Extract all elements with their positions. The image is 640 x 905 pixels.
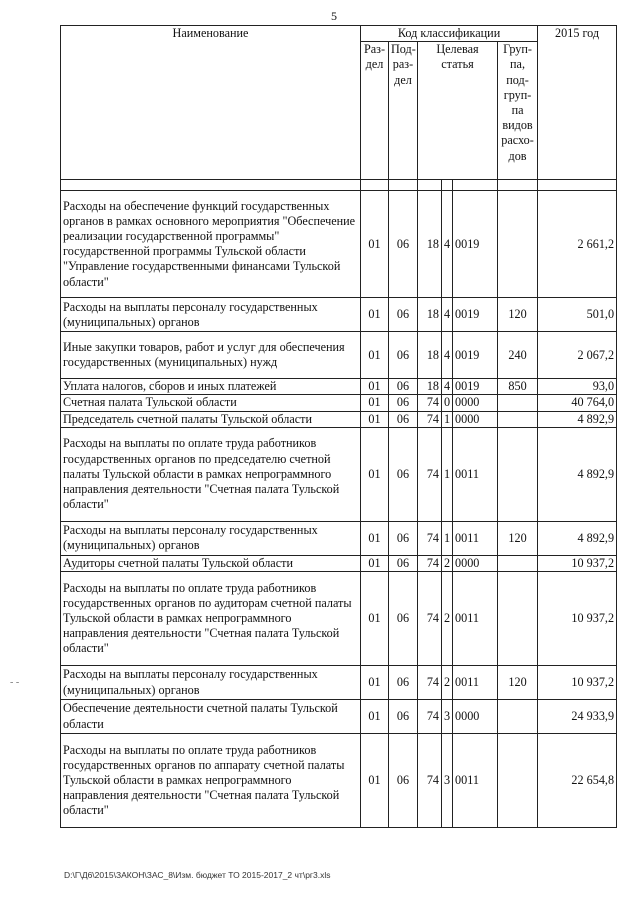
header-row-top (61, 26, 617, 42)
row-amount: 2 661,2 (538, 191, 617, 298)
row-amount: 40 764,0 (538, 395, 617, 411)
row-cs-direction: 0011 (453, 521, 498, 555)
row-razdel: 01 (361, 666, 389, 700)
header-name: Наименование (61, 26, 361, 180)
row-podrazdel: 06 (389, 411, 418, 427)
row-podrazdel: 06 (389, 379, 418, 395)
table-body (61, 191, 617, 828)
table-row (61, 427, 617, 521)
row-podrazdel: 06 (389, 191, 418, 298)
row-name: Иные закупки товаров, работ и услуг для обеспечения государственных (муниципальных) нужд (61, 332, 361, 379)
row-razdel: 01 (361, 521, 389, 555)
page-number: 5 (331, 9, 337, 23)
row-vid-rashodov (498, 395, 538, 411)
row-vid-rashodov: 120 (498, 666, 538, 700)
row-vid-rashodov (498, 191, 538, 298)
row-cs-direction: 0000 (453, 395, 498, 411)
row-podrazdel: 06 (389, 332, 418, 379)
row-vid-rashodov (498, 427, 538, 521)
header-gruppa: Груп- па, под- груп- па видов расхо- дов (498, 42, 538, 180)
row-podrazdel: 06 (389, 700, 418, 734)
row-razdel: 01 (361, 572, 389, 666)
row-razdel: 01 (361, 395, 389, 411)
row-cs-program: 74 (418, 555, 442, 571)
table-row (61, 395, 617, 411)
row-amount: 4 892,9 (538, 411, 617, 427)
row-vid-rashodov (498, 555, 538, 571)
row-vid-rashodov (498, 734, 538, 828)
row-cs-direction: 0011 (453, 734, 498, 828)
table-row (61, 298, 617, 332)
row-cs-program: 74 (418, 666, 442, 700)
row-podrazdel: 06 (389, 572, 418, 666)
row-cs-program: 18 (418, 379, 442, 395)
row-vid-rashodov: 120 (498, 521, 538, 555)
row-cs-program: 74 (418, 700, 442, 734)
row-name: Председатель счетной палаты Тульской области (61, 411, 361, 427)
row-razdel: 01 (361, 298, 389, 332)
row-cs-subprogram: 3 (442, 734, 453, 828)
row-name: Расходы на выплаты по оплате труда работников государственных органов по аудиторам счетной палаты Тульской области в рамках непрограммного направления деятельности "Счетная палата Тульской области" (61, 572, 361, 666)
row-amount: 24 933,9 (538, 700, 617, 734)
row-name: Обеспечение деятельности счетной палаты Тульской области (61, 700, 361, 734)
row-amount: 4 892,9 (538, 427, 617, 521)
row-razdel: 01 (361, 700, 389, 734)
table-row (61, 666, 617, 700)
table-row (61, 332, 617, 379)
row-amount: 10 937,2 (538, 572, 617, 666)
table-row (61, 191, 617, 298)
row-cs-direction: 0011 (453, 666, 498, 700)
row-cs-direction: 0019 (453, 379, 498, 395)
table-row (61, 734, 617, 828)
row-name: Расходы на обеспечение функций государственных органов в рамках основного мероприятия "Обеспечение реализации государственной программы" государственной программы Тульской области "Управление государственными финансами Тульской области" (61, 191, 361, 298)
header-code: Код классификации (361, 26, 538, 42)
row-amount: 10 937,2 (538, 555, 617, 571)
row-cs-program: 74 (418, 427, 442, 521)
row-podrazdel: 06 (389, 666, 418, 700)
row-amount: 93,0 (538, 379, 617, 395)
row-cs-direction: 0000 (453, 411, 498, 427)
row-name: Расходы на выплаты по оплате труда работников государственных органов по аппарату счетной палаты Тульской области в рамках непрограммного направления деятельности "Счетная палата Тульской области" (61, 734, 361, 828)
row-razdel: 01 (361, 555, 389, 571)
header-celevaya: Целевая статья (418, 42, 498, 180)
row-vid-rashodov: 240 (498, 332, 538, 379)
row-amount: 4 892,9 (538, 521, 617, 555)
row-cs-program: 74 (418, 521, 442, 555)
budget-table (60, 25, 617, 828)
row-razdel: 01 (361, 191, 389, 298)
row-cs-program: 18 (418, 332, 442, 379)
margin-mark: - - (10, 677, 20, 688)
header-razdel: Раз- дел (361, 42, 389, 180)
row-vid-rashodov (498, 700, 538, 734)
row-cs-subprogram: 1 (442, 521, 453, 555)
row-podrazdel: 06 (389, 298, 418, 332)
row-podrazdel: 06 (389, 734, 418, 828)
row-cs-direction: 0019 (453, 191, 498, 298)
row-vid-rashodov: 850 (498, 379, 538, 395)
table-row (61, 379, 617, 395)
row-cs-direction: 0011 (453, 572, 498, 666)
row-razdel: 01 (361, 734, 389, 828)
row-cs-program: 74 (418, 572, 442, 666)
header-year: 2015 год (538, 26, 617, 180)
header-spacer-row (61, 180, 617, 191)
row-cs-subprogram: 1 (442, 427, 453, 521)
row-name: Расходы на выплаты персоналу государственных (муниципальных) органов (61, 298, 361, 332)
row-name: Уплата налогов, сборов и иных платежей (61, 379, 361, 395)
row-razdel: 01 (361, 427, 389, 521)
row-cs-direction: 0019 (453, 332, 498, 379)
row-name: Аудиторы счетной палаты Тульской области (61, 555, 361, 571)
row-cs-subprogram: 2 (442, 666, 453, 700)
row-razdel: 01 (361, 411, 389, 427)
row-name: Расходы на выплаты по оплате труда работников государственных органов по председателю счетной палаты Тульской области в рамках непрограммного направления деятельности "Счетная палата Тульской области" (61, 427, 361, 521)
row-podrazdel: 06 (389, 395, 418, 411)
row-podrazdel: 06 (389, 555, 418, 571)
row-cs-subprogram: 3 (442, 700, 453, 734)
row-cs-direction: 0011 (453, 427, 498, 521)
row-cs-program: 74 (418, 395, 442, 411)
row-cs-program: 74 (418, 734, 442, 828)
row-cs-subprogram: 2 (442, 572, 453, 666)
row-cs-subprogram: 2 (442, 555, 453, 571)
table-row (61, 700, 617, 734)
row-razdel: 01 (361, 379, 389, 395)
row-vid-rashodov: 120 (498, 298, 538, 332)
table-row (61, 411, 617, 427)
table-row (61, 521, 617, 555)
row-amount: 22 654,8 (538, 734, 617, 828)
table-row (61, 572, 617, 666)
row-name: Счетная палата Тульской области (61, 395, 361, 411)
row-cs-subprogram: 4 (442, 298, 453, 332)
row-name: Расходы на выплаты персоналу государственных (муниципальных) органов (61, 521, 361, 555)
row-podrazdel: 06 (389, 427, 418, 521)
row-cs-subprogram: 1 (442, 411, 453, 427)
row-cs-direction: 0019 (453, 298, 498, 332)
table-row (61, 555, 617, 571)
row-cs-program: 18 (418, 298, 442, 332)
row-cs-subprogram: 4 (442, 332, 453, 379)
footer-file-path: D:\Г\Д6\2015\ЗАКОН\ЗАС_8\Изм. бюджет ТО 2015-2017_2 чт\рг3.xls (64, 870, 331, 880)
row-amount: 2 067,2 (538, 332, 617, 379)
row-cs-direction: 0000 (453, 555, 498, 571)
row-amount: 10 937,2 (538, 666, 617, 700)
row-cs-subprogram: 4 (442, 191, 453, 298)
row-vid-rashodov (498, 411, 538, 427)
row-cs-subprogram: 0 (442, 395, 453, 411)
row-cs-program: 18 (418, 191, 442, 298)
row-cs-direction: 0000 (453, 700, 498, 734)
row-cs-program: 74 (418, 411, 442, 427)
row-amount: 501,0 (538, 298, 617, 332)
header-podrazdel: Под- раз- дел (389, 42, 418, 180)
row-name: Расходы на выплаты персоналу государственных (муниципальных) органов (61, 666, 361, 700)
row-vid-rashodov (498, 572, 538, 666)
row-cs-subprogram: 4 (442, 379, 453, 395)
row-podrazdel: 06 (389, 521, 418, 555)
row-razdel: 01 (361, 332, 389, 379)
